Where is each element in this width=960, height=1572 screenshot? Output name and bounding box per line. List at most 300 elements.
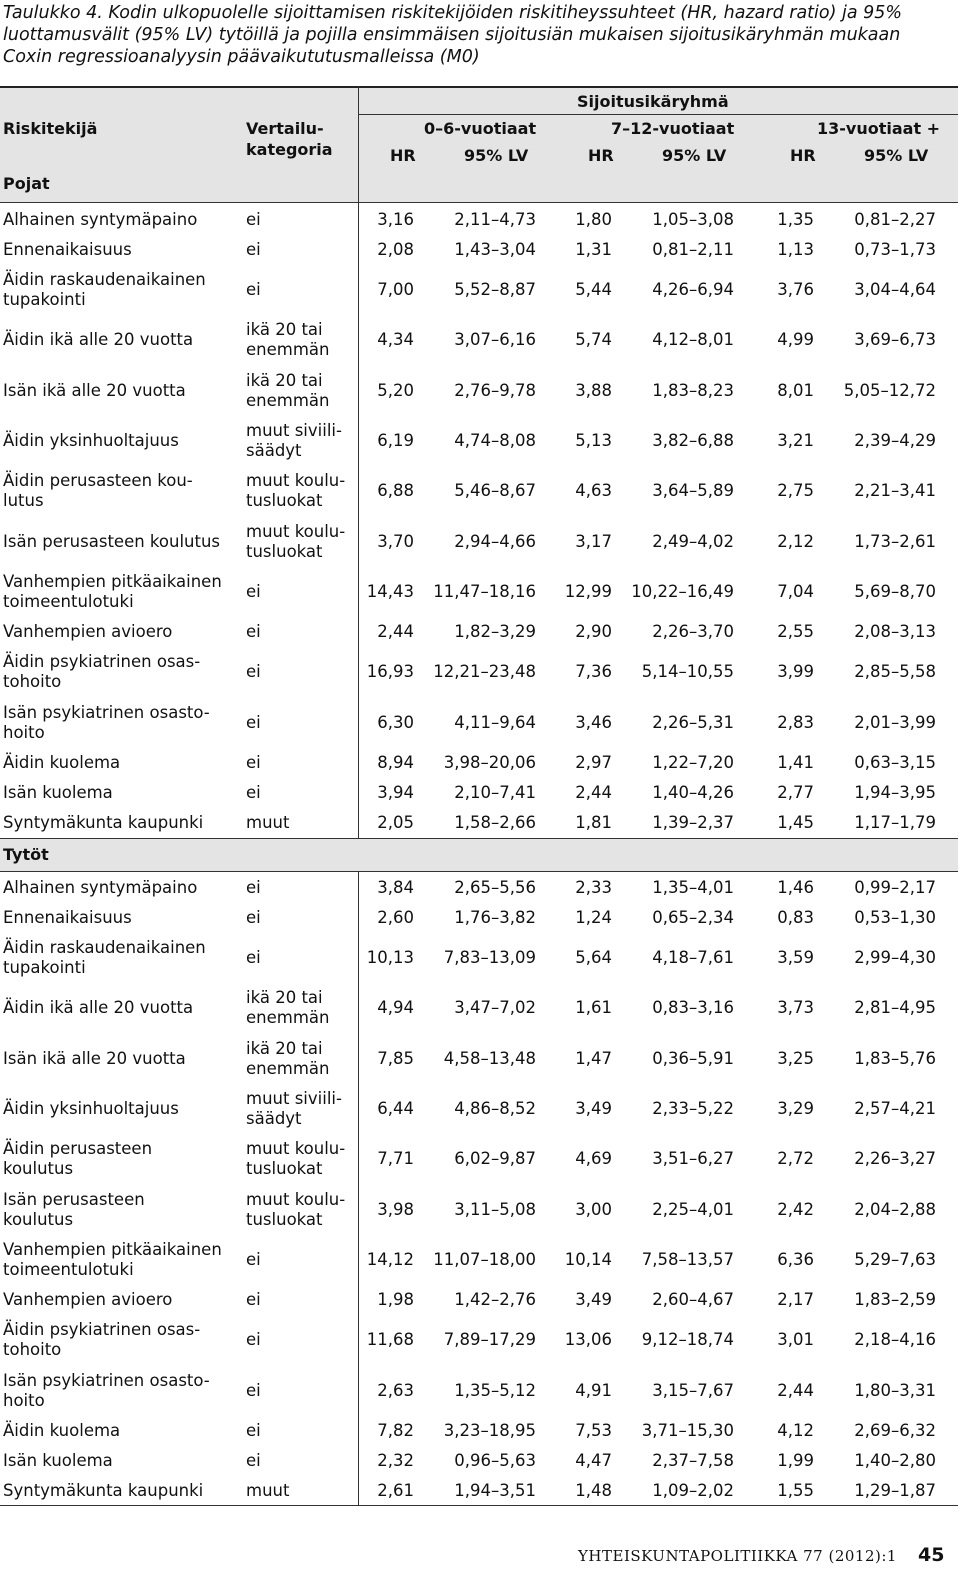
- ci-13-plus-value: 0,73–1,73: [854, 240, 936, 259]
- risk-factor-label: Isän kuolema: [3, 1450, 113, 1470]
- table-row: [0, 567, 958, 617]
- ci-7-12-value: 2,25–4,01: [652, 1199, 734, 1219]
- hr-13-plus-value: 1,41: [777, 752, 814, 772]
- hr-0-6-value: 6,30: [377, 712, 414, 732]
- ci-0-6-value: 4,86–8,52: [454, 1099, 536, 1119]
- ci-7-12-value: 2,33–5,22: [652, 1099, 734, 1119]
- age-group-header-7-12: 7–12-vuotiaat: [611, 119, 735, 138]
- ci-13-plus-value: 0,99–2,17: [854, 878, 936, 897]
- risk-factor-label: Äidin ikä alle 20 vuotta: [3, 330, 194, 350]
- hr-0-6-value: 7,00: [377, 280, 414, 300]
- risk-factor-label: Syntymäkunta kaupunki: [3, 812, 204, 832]
- risk-factor-label: Vanhempien avioero: [3, 1290, 173, 1310]
- ci-13-plus-value: 1,83–5,76: [854, 1048, 936, 1068]
- hr-header-3: HR: [790, 146, 816, 165]
- ci-7-12-value: 3,71–15,30: [641, 1420, 734, 1440]
- hr-13-plus-value: 2,17: [777, 1290, 814, 1310]
- ci-13-plus-value: 2,08–3,13: [854, 622, 936, 642]
- ci-0-6-value: 1,82–3,29: [454, 622, 536, 642]
- comparison-category: muut koulu-: [246, 521, 346, 541]
- hr-0-6-value: 3,70: [377, 531, 414, 551]
- hr-0-6-value: 14,12: [366, 1249, 414, 1269]
- risk-factor-label: Äidin psykiatrinen osas-: [3, 652, 201, 672]
- comparison-category: enemmän: [246, 1008, 330, 1028]
- ci-7-12-value: 3,51–6,27: [652, 1149, 734, 1169]
- ci-0-6-value: 11,47–18,16: [433, 581, 536, 601]
- hr-0-6-value: 2,61: [377, 1480, 414, 1500]
- risk-factor-label: Ennenaikaisuus: [3, 240, 132, 259]
- hr-13-plus-value: 8,01: [777, 380, 814, 400]
- comparison-category: ikä 20 tai: [246, 320, 323, 340]
- risk-factor-label: Äidin perusasteen kou-: [3, 471, 193, 491]
- table-row: [0, 1285, 958, 1315]
- table-row: [0, 205, 958, 235]
- hr-13-plus-value: 1,46: [777, 878, 814, 897]
- group-label-boys: Pojat: [3, 174, 50, 193]
- table-row: [0, 517, 958, 567]
- comparison-column-header-line1: Vertailu-: [246, 119, 324, 138]
- ci-13-plus-value: 1,94–3,95: [854, 782, 936, 802]
- comparison-category: ei: [246, 280, 261, 300]
- ci-7-12-value: 1,09–2,02: [652, 1480, 734, 1500]
- risk-factor-label: Isän kuolema: [3, 782, 113, 802]
- hr-13-plus-value: 6,36: [777, 1249, 814, 1269]
- ci-13-plus-value: 0,53–1,30: [854, 908, 936, 927]
- ci-13-plus-value: 0,81–2,27: [854, 210, 936, 229]
- table-row: [0, 933, 958, 983]
- hr-13-plus-value: 2,12: [777, 531, 814, 551]
- table-row: [0, 235, 958, 265]
- girls-band-bottom-rule: [0, 871, 958, 872]
- hr-7-12-value: 10,14: [564, 1249, 612, 1269]
- hr-7-12-value: 13,06: [564, 1330, 612, 1350]
- risk-factor-label: Äidin ikä alle 20 vuotta: [3, 998, 194, 1018]
- hr-13-plus-value: 7,04: [777, 581, 814, 601]
- table-row: [0, 1476, 958, 1506]
- comparison-category: ei: [246, 1420, 261, 1440]
- hr-13-plus-value: 4,99: [777, 330, 814, 350]
- ci-13-plus-value: 2,04–2,88: [854, 1199, 936, 1219]
- ci-0-6-value: 7,83–13,09: [443, 948, 536, 968]
- ci-13-plus-value: 3,69–6,73: [854, 330, 936, 350]
- comparison-category: muut koulu-: [246, 471, 346, 491]
- comparison-category: ei: [246, 712, 261, 732]
- ci-7-12-value: 2,26–5,31: [652, 712, 734, 732]
- risk-factor-label: toimeentulotuki: [3, 591, 134, 611]
- table-row: [0, 1315, 958, 1365]
- ci-0-6-value: 0,96–5,63: [454, 1450, 536, 1470]
- risk-factor-label: Vanhempien pitkäaikainen: [3, 1239, 222, 1259]
- risk-factor-label: Isän psykiatrinen osasto-: [3, 702, 210, 722]
- ci-7-12-value: 2,37–7,58: [652, 1450, 734, 1470]
- ci-7-12-value: 4,18–7,61: [652, 948, 734, 968]
- table-row: [0, 1446, 958, 1476]
- ci-13-plus-value: 2,99–4,30: [854, 948, 936, 968]
- comparison-category: muut: [246, 1480, 290, 1500]
- table-row: [0, 1084, 958, 1134]
- ci-7-12-value: 1,40–4,26: [652, 782, 734, 802]
- table-row: [0, 416, 958, 466]
- ci-7-12-value: 4,12–8,01: [652, 330, 734, 350]
- ci-7-12-value: 3,15–7,67: [652, 1380, 734, 1400]
- ci-13-plus-value: 2,81–4,95: [854, 998, 936, 1018]
- ci-13-plus-value: 1,29–1,87: [854, 1480, 936, 1500]
- comparison-category: enemmän: [246, 1058, 330, 1078]
- hr-header-2: HR: [588, 146, 614, 165]
- ci-0-6-value: 4,58–13,48: [443, 1048, 536, 1068]
- hr-0-6-value: 6,88: [377, 481, 414, 501]
- comparison-category: ei: [246, 1450, 261, 1470]
- hr-13-plus-value: 3,25: [777, 1048, 814, 1068]
- ci-13-plus-value: 1,17–1,79: [854, 812, 936, 832]
- comparison-category: ei: [246, 662, 261, 682]
- ci-13-plus-value: 2,57–4,21: [854, 1099, 936, 1119]
- risk-factor-label: Isän perusasteen koulutus: [3, 531, 221, 551]
- hr-7-12-value: 1,24: [575, 908, 612, 927]
- ci-0-6-value: 4,11–9,64: [454, 712, 536, 732]
- hr-7-12-value: 1,47: [575, 1048, 612, 1068]
- ci-0-6-value: 4,74–8,08: [454, 431, 536, 451]
- comparison-category: ei: [246, 1330, 261, 1350]
- hr-7-12-value: 4,47: [575, 1450, 612, 1470]
- table-row: [0, 1185, 958, 1235]
- comparison-category: ei: [246, 948, 261, 968]
- ci-0-6-value: 3,11–5,08: [454, 1199, 536, 1219]
- ci-13-plus-value: 2,18–4,16: [854, 1330, 936, 1350]
- hr-0-6-value: 3,94: [377, 782, 414, 802]
- risk-factor-label: hoito: [3, 1390, 45, 1410]
- hr-7-12-value: 5,44: [575, 280, 612, 300]
- hr-0-6-value: 5,20: [377, 380, 414, 400]
- comparison-category: muut siviili-: [246, 421, 342, 441]
- ci-7-12-value: 2,49–4,02: [652, 531, 734, 551]
- body-divider-girls: [358, 872, 359, 1505]
- risk-factor-label: Ennenaikaisuus: [3, 908, 132, 927]
- hr-7-12-value: 1,61: [575, 998, 612, 1018]
- comparison-category: ei: [246, 878, 261, 897]
- hr-13-plus-value: 3,29: [777, 1099, 814, 1119]
- comparison-column-header-line2: kategoria: [246, 140, 333, 159]
- hr-7-12-value: 5,64: [575, 948, 612, 968]
- page-number: 45: [918, 1544, 945, 1566]
- risk-factor-label: Äidin perusasteen: [3, 1139, 153, 1159]
- table-row: [0, 748, 958, 778]
- comparison-category: tusluokat: [246, 491, 323, 511]
- header-divider: [358, 86, 359, 203]
- ci-0-6-value: 1,42–2,76: [454, 1290, 536, 1310]
- hr-0-6-value: 6,19: [377, 431, 414, 451]
- ci-0-6-value: 1,35–5,12: [454, 1380, 536, 1400]
- hr-13-plus-value: 1,13: [777, 240, 814, 259]
- hr-7-12-value: 3,49: [575, 1290, 612, 1310]
- hr-13-plus-value: 2,75: [777, 481, 814, 501]
- ci-header-2: 95% LV: [662, 146, 727, 165]
- risk-factor-label: Alhainen syntymäpaino: [3, 878, 198, 897]
- risk-factor-label: toimeentulotuki: [3, 1259, 134, 1279]
- ci-0-6-value: 6,02–9,87: [454, 1149, 536, 1169]
- hr-7-12-value: 4,91: [575, 1380, 612, 1400]
- ci-0-6-value: 1,58–2,66: [454, 812, 536, 832]
- ci-0-6-value: 12,21–23,48: [433, 662, 536, 682]
- table-row: [0, 1235, 958, 1285]
- table-row: [0, 903, 958, 933]
- hr-13-plus-value: 1,99: [777, 1450, 814, 1470]
- risk-factor-label: tohoito: [3, 1340, 62, 1360]
- ci-0-6-value: 1,94–3,51: [454, 1480, 536, 1500]
- table-row: [0, 315, 958, 365]
- girls-band-top-rule: [0, 838, 958, 839]
- hr-0-6-value: 11,68: [366, 1330, 414, 1350]
- ci-7-12-value: 9,12–18,74: [641, 1330, 734, 1350]
- hr-0-6-value: 8,94: [377, 752, 414, 772]
- ci-7-12-value: 1,22–7,20: [652, 752, 734, 772]
- ci-13-plus-value: 1,40–2,80: [854, 1450, 936, 1470]
- risk-factor-label: Syntymäkunta kaupunki: [3, 1480, 204, 1500]
- hr-13-plus-value: 1,45: [777, 812, 814, 832]
- comparison-category: ei: [246, 210, 261, 229]
- hr-7-12-value: 1,31: [575, 240, 612, 259]
- risk-factor-label: Isän ikä alle 20 vuotta: [3, 1048, 186, 1068]
- hr-13-plus-value: 1,55: [777, 1480, 814, 1500]
- risk-factor-label: Äidin yksinhuoltajuus: [3, 1099, 179, 1119]
- hr-0-6-value: 2,63: [377, 1380, 414, 1400]
- table-caption: Taulukko 4. Kodin ulkopuolelle sijoittamisen riskitekijöiden riskitiheyssuhteet (HR, hazard ratio) ja 95% luottamusvälit (95% LV) tytöillä ja pojilla ensimmäisen sijoitusiän mukaisen sijoitusikäryhmän mukaan Coxin regressioanalyysin päävaikututusmalleissa (M0): [3, 3, 903, 67]
- ci-0-6-value: 3,98–20,06: [443, 752, 536, 772]
- risk-factor-label: tupakointi: [3, 958, 86, 978]
- hr-7-12-value: 2,44: [575, 782, 612, 802]
- comparison-category: tusluokat: [246, 1209, 323, 1229]
- hr-0-6-value: 3,98: [377, 1199, 414, 1219]
- group-title-rule: [358, 114, 958, 115]
- table-row: [0, 366, 958, 416]
- comparison-category: ei: [246, 1249, 261, 1269]
- risk-factor-label: lutus: [3, 491, 44, 511]
- hr-0-6-value: 10,13: [366, 948, 414, 968]
- hr-13-plus-value: 2,44: [777, 1380, 814, 1400]
- hr-13-plus-value: 2,83: [777, 712, 814, 732]
- hr-7-12-value: 1,80: [575, 210, 612, 229]
- ci-0-6-value: 1,43–3,04: [454, 240, 536, 259]
- hr-13-plus-value: 1,35: [777, 210, 814, 229]
- table-header: [0, 86, 958, 203]
- risk-factor-label: Isän psykiatrinen osasto-: [3, 1370, 210, 1390]
- ci-7-12-value: 0,83–3,16: [652, 998, 734, 1018]
- hr-7-12-value: 3,88: [575, 380, 612, 400]
- comparison-category: enemmän: [246, 340, 330, 360]
- risk-factor-label: tupakointi: [3, 290, 86, 310]
- hr-13-plus-value: 4,12: [777, 1420, 814, 1440]
- hr-7-12-value: 2,97: [575, 752, 612, 772]
- table-row: [0, 1365, 958, 1415]
- hr-7-12-value: 1,81: [575, 812, 612, 832]
- comparison-category: tusluokat: [246, 1159, 323, 1179]
- ci-13-plus-value: 2,39–4,29: [854, 431, 936, 451]
- ci-0-6-value: 3,23–18,95: [443, 1420, 536, 1440]
- risk-factor-label: Äidin kuolema: [3, 752, 121, 772]
- risk-factor-label: koulutus: [3, 1209, 74, 1229]
- age-group-title: Sijoitusikäryhmä: [577, 92, 729, 111]
- ci-7-12-value: 3,64–5,89: [652, 481, 734, 501]
- ci-header-1: 95% LV: [464, 146, 529, 165]
- comparison-category: muut siviili-: [246, 1089, 342, 1109]
- hr-7-12-value: 5,74: [575, 330, 612, 350]
- ci-13-plus-value: 5,69–8,70: [854, 581, 936, 601]
- hr-0-6-value: 4,34: [377, 330, 414, 350]
- ci-7-12-value: 0,81–2,11: [652, 240, 734, 259]
- ci-0-6-value: 3,07–6,16: [454, 330, 536, 350]
- hr-7-12-value: 2,90: [575, 622, 612, 642]
- hr-7-12-value: 3,46: [575, 712, 612, 732]
- comparison-category: ikä 20 tai: [246, 1038, 323, 1058]
- ci-7-12-value: 5,14–10,55: [641, 662, 734, 682]
- hr-0-6-value: 1,98: [377, 1290, 414, 1310]
- comparison-category: ei: [246, 782, 261, 802]
- hr-7-12-value: 7,36: [575, 662, 612, 682]
- comparison-category: enemmän: [246, 390, 330, 410]
- table-row: [0, 617, 958, 647]
- hr-7-12-value: 1,48: [575, 1480, 612, 1500]
- ci-13-plus-value: 1,80–3,31: [854, 1380, 936, 1400]
- risk-factor-label: tohoito: [3, 672, 62, 692]
- ci-0-6-value: 7,89–17,29: [443, 1330, 536, 1350]
- ci-0-6-value: 2,76–9,78: [454, 380, 536, 400]
- ci-13-plus-value: 2,01–3,99: [854, 712, 936, 732]
- hr-13-plus-value: 3,01: [777, 1330, 814, 1350]
- header-top-rule: [0, 86, 958, 88]
- table-row: [0, 1134, 958, 1184]
- ci-0-6-value: 2,11–4,73: [454, 210, 536, 229]
- table-row: [0, 873, 958, 903]
- age-group-header-0-6: 0–6-vuotiaat: [424, 119, 537, 138]
- ci-7-12-value: 2,26–3,70: [652, 622, 734, 642]
- risk-factor-label: Isän ikä alle 20 vuotta: [3, 380, 186, 400]
- hr-13-plus-value: 2,72: [777, 1149, 814, 1169]
- comparison-category: ei: [246, 1380, 261, 1400]
- hr-0-6-value: 7,85: [377, 1048, 414, 1068]
- hr-0-6-value: 2,05: [377, 812, 414, 832]
- comparison-category: ei: [246, 622, 261, 642]
- ci-7-12-value: 1,35–4,01: [652, 878, 734, 897]
- hr-13-plus-value: 3,76: [777, 280, 814, 300]
- hr-13-plus-value: 3,99: [777, 662, 814, 682]
- risk-factor-label: Äidin raskaudenaikainen: [3, 270, 206, 290]
- risk-factor-label: Äidin yksinhuoltajuus: [3, 431, 179, 451]
- hr-13-plus-value: 3,59: [777, 948, 814, 968]
- ci-0-6-value: 3,47–7,02: [454, 998, 536, 1018]
- comparison-category: tusluokat: [246, 541, 323, 561]
- risk-factor-label: Vanhempien avioero: [3, 622, 173, 642]
- table-row: [0, 265, 958, 315]
- hr-0-6-value: 2,08: [377, 240, 414, 259]
- ci-13-plus-value: 3,04–4,64: [854, 280, 936, 300]
- journal-footer: YHTEISKUNTAPOLITIIKKA 77 (2012):1: [578, 1547, 897, 1565]
- comparison-category: ikä 20 tai: [246, 988, 323, 1008]
- comparison-category: ei: [246, 752, 261, 772]
- hr-0-6-value: 2,44: [377, 622, 414, 642]
- hr-13-plus-value: 2,42: [777, 1199, 814, 1219]
- age-group-header-13-plus: 13-vuotiaat +: [817, 119, 941, 138]
- ci-13-plus-value: 5,05–12,72: [843, 380, 936, 400]
- table-bottom-rule: [0, 1505, 958, 1506]
- hr-0-6-value: 3,16: [377, 210, 414, 229]
- hr-0-6-value: 3,84: [377, 878, 414, 897]
- ci-7-12-value: 1,39–2,37: [652, 812, 734, 832]
- comparison-category: ikä 20 tai: [246, 370, 323, 390]
- hr-0-6-value: 16,93: [366, 662, 414, 682]
- ci-header-3: 95% LV: [864, 146, 929, 165]
- ci-7-12-value: 10,22–16,49: [631, 581, 734, 601]
- ci-0-6-value: 5,46–8,67: [454, 481, 536, 501]
- ci-0-6-value: 2,10–7,41: [454, 782, 536, 802]
- ci-7-12-value: 3,82–6,88: [652, 431, 734, 451]
- group-label-girls: Tytöt: [3, 845, 49, 864]
- ci-13-plus-value: 2,85–5,58: [854, 662, 936, 682]
- hr-7-12-value: 12,99: [564, 581, 612, 601]
- ci-13-plus-value: 2,26–3,27: [854, 1149, 936, 1169]
- hr-7-12-value: 7,53: [575, 1420, 612, 1440]
- header-bottom-rule: [0, 202, 958, 203]
- ci-0-6-value: 2,94–4,66: [454, 531, 536, 551]
- comparison-category: säädyt: [246, 1109, 302, 1129]
- risk-factor-label: Äidin psykiatrinen osas-: [3, 1320, 201, 1340]
- ci-7-12-value: 1,05–3,08: [652, 210, 734, 229]
- ci-13-plus-value: 2,69–6,32: [854, 1420, 936, 1440]
- risk-factor-label: koulutus: [3, 1159, 74, 1179]
- comparison-category: muut koulu-: [246, 1189, 346, 1209]
- ci-0-6-value: 5,52–8,87: [454, 280, 536, 300]
- ci-13-plus-value: 0,63–3,15: [854, 752, 936, 772]
- risk-factor-label: Alhainen syntymäpaino: [3, 210, 198, 229]
- table-row: [0, 466, 958, 516]
- hr-7-12-value: 4,63: [575, 481, 612, 501]
- table-row: [0, 778, 958, 808]
- hr-0-6-value: 4,94: [377, 998, 414, 1018]
- comparison-category: ei: [246, 1290, 261, 1310]
- comparison-category: ei: [246, 581, 261, 601]
- ci-7-12-value: 2,60–4,67: [652, 1290, 734, 1310]
- ci-0-6-value: 11,07–18,00: [433, 1249, 536, 1269]
- ci-13-plus-value: 1,73–2,61: [854, 531, 936, 551]
- hr-0-6-value: 2,60: [377, 908, 414, 927]
- risk-factor-label: Vanhempien pitkäaikainen: [3, 571, 222, 591]
- comparison-category: muut: [246, 812, 290, 832]
- ci-7-12-value: 4,26–6,94: [652, 280, 734, 300]
- risk-factor-label: Isän perusasteen: [3, 1189, 145, 1209]
- hr-7-12-value: 2,33: [575, 878, 612, 897]
- table-row: [0, 697, 958, 747]
- ci-13-plus-value: 2,21–3,41: [854, 481, 936, 501]
- risk-factor-label: Äidin kuolema: [3, 1420, 121, 1440]
- ci-0-6-value: 1,76–3,82: [454, 908, 536, 927]
- ci-7-12-value: 0,36–5,91: [652, 1048, 734, 1068]
- risk-factor-label: Äidin raskaudenaikainen: [3, 938, 206, 958]
- comparison-category: muut koulu-: [246, 1139, 346, 1159]
- comparison-category: ei: [246, 240, 261, 259]
- hr-7-12-value: 4,69: [575, 1149, 612, 1169]
- body-divider-boys: [358, 203, 359, 838]
- hr-0-6-value: 6,44: [377, 1099, 414, 1119]
- hr-7-12-value: 3,17: [575, 531, 612, 551]
- hr-13-plus-value: 2,77: [777, 782, 814, 802]
- factor-column-header: Riskitekijä: [3, 119, 98, 138]
- ci-7-12-value: 1,83–8,23: [652, 380, 734, 400]
- table-row: [0, 1416, 958, 1446]
- hr-7-12-value: 3,00: [575, 1199, 612, 1219]
- hr-0-6-value: 14,43: [366, 581, 414, 601]
- ci-13-plus-value: 1,83–2,59: [854, 1290, 936, 1310]
- table-row: [0, 647, 958, 697]
- hr-13-plus-value: 3,21: [777, 431, 814, 451]
